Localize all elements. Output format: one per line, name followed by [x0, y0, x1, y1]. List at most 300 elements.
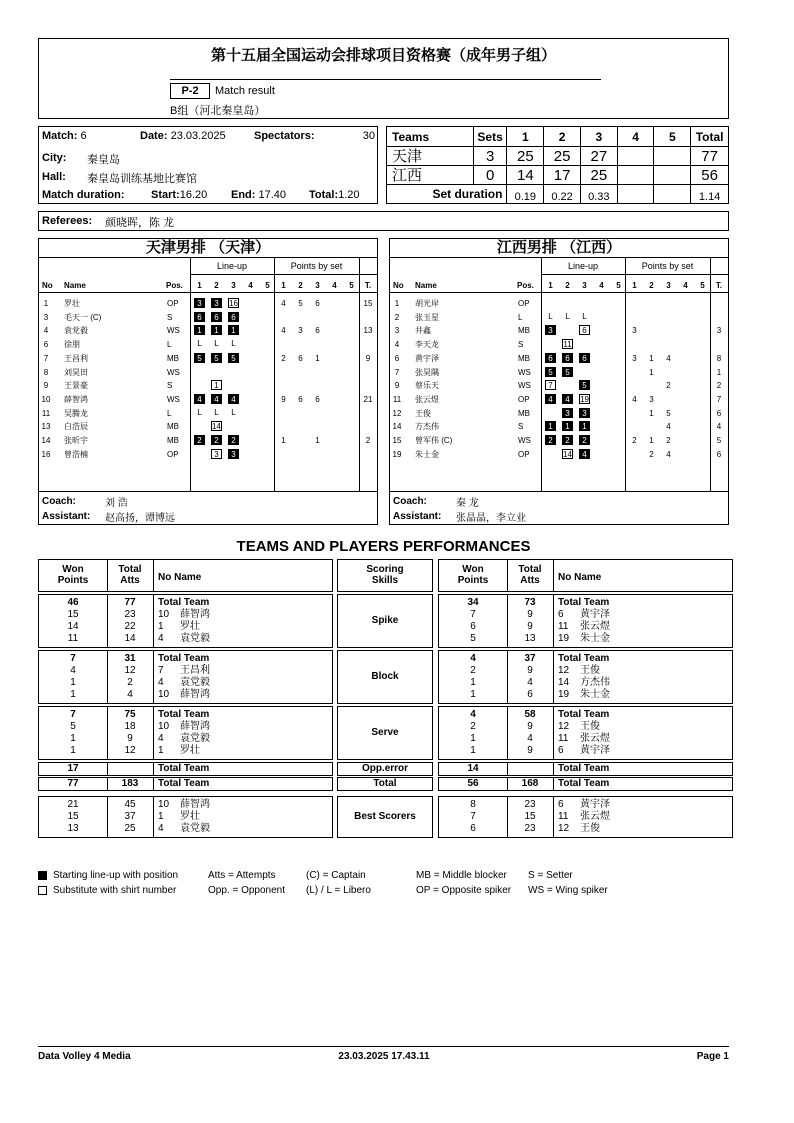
col-lineup-set: 4 [248, 281, 253, 290]
team-title: 天津男排 （天津） [145, 239, 271, 256]
set-duration-cell [617, 185, 654, 204]
player-number: 1 [158, 811, 164, 822]
col-divider [107, 762, 108, 776]
player-name: 王俊 [580, 721, 600, 732]
won-points: 6 [470, 823, 476, 834]
legend-item: OP = Opposite spiker [416, 885, 512, 896]
lineup-mark: 2 [228, 435, 239, 445]
won-points: 46 [67, 597, 79, 608]
score-header-cell: 2 [544, 127, 581, 147]
won-points: 1 [70, 677, 76, 688]
player-number: 2 [394, 312, 400, 322]
lineup-mark: 1 [228, 325, 239, 335]
header-divider [153, 559, 154, 592]
player-position: OP [167, 299, 179, 308]
player-number: 10 [158, 689, 170, 700]
skill-name: Block [371, 671, 399, 682]
set-points: 4 [281, 299, 286, 308]
assistant-label: Assistant: [42, 511, 91, 522]
assistant-names: 赵高扬，谭博远 [105, 513, 175, 524]
lineup-mark: 4 [579, 449, 590, 459]
set-points: 6 [298, 394, 303, 404]
lineup-mark: 11 [563, 340, 572, 350]
won-points: 4 [470, 709, 476, 720]
player-name: 王俊 [580, 665, 600, 676]
player-number: 7 [394, 367, 400, 377]
lineup-mark: 5 [194, 353, 205, 363]
col-divider [107, 594, 108, 648]
total-atts-header: Total Atts [518, 564, 542, 586]
player-position: WS [518, 436, 531, 445]
lineup-mark: 7 [545, 380, 556, 390]
player-number: 16 [41, 449, 51, 459]
lineup-mark: 1 [545, 421, 556, 431]
lineup-mark: 4 [562, 394, 573, 404]
col-divider [153, 594, 154, 648]
player-number: 1 [158, 745, 164, 756]
player-number: 4 [394, 340, 400, 350]
player-name: 蔡乐天 [415, 381, 439, 391]
player-name: 袁党毅 [180, 677, 210, 688]
set-points: 3 [632, 353, 637, 363]
score-cell-s1: 14 [507, 166, 544, 185]
lineup-mark: L [197, 407, 202, 417]
player-name: 薛智鸿 [180, 799, 210, 810]
set-points: 4 [666, 449, 671, 459]
score-cell-sets: 0 [473, 166, 507, 185]
player-name: 毛天一 (C) [64, 312, 102, 322]
player-number: 19 [558, 689, 570, 700]
col-points-set: 3 [315, 281, 320, 290]
total-atts: 45 [124, 799, 136, 810]
col-divider [153, 706, 154, 760]
lineup-mark: 2 [194, 435, 205, 445]
no-name-header: No Name [158, 572, 202, 583]
total-atts: 4 [527, 677, 533, 688]
player-row [39, 338, 377, 351]
player-name: 王俊 [415, 408, 431, 418]
won-points: 17 [67, 763, 79, 774]
player-position: WS [167, 394, 180, 404]
lineup-mark: 19 [580, 394, 589, 404]
player-row [39, 352, 377, 365]
won-points: 56 [467, 778, 479, 789]
player-number: 6 [394, 353, 400, 363]
col-lineup-set: 2 [214, 281, 219, 290]
won-points: 5 [70, 721, 76, 732]
won-points: 14 [67, 621, 79, 632]
points-header: Points by set [290, 261, 343, 271]
set-points: 3 [298, 326, 303, 336]
set-points: 5 [298, 299, 303, 308]
lineup-mark: 6 [562, 353, 573, 363]
score-cell-s5 [654, 166, 691, 185]
player-number: 10 [41, 394, 51, 404]
player-name: 张玉星 [415, 312, 439, 322]
set-points: 1 [649, 408, 654, 418]
lineup-mark: L [565, 311, 570, 321]
player-name: 朱士金 [580, 633, 610, 644]
player-number: 7 [43, 353, 49, 363]
player-number: 1 [394, 299, 400, 308]
player-number: 14 [392, 422, 402, 432]
score-header-cell: 4 [617, 127, 654, 147]
legend-item: Opp. = Opponent [208, 885, 286, 896]
lineup-mark: 3 [211, 298, 222, 308]
group-label: B组（河北秦皇岛） [170, 105, 266, 117]
col-points-set: 5 [349, 281, 354, 290]
lineup-mark: 2 [579, 435, 590, 445]
player-name: 袁党毅 [180, 633, 210, 644]
referees-box [38, 211, 729, 231]
lineup-mark: 5 [545, 367, 556, 377]
won-points: 11 [67, 633, 79, 644]
player-number: 12 [392, 408, 402, 418]
col-points-set: 4 [332, 281, 337, 290]
player-name: 张昕宇 [64, 436, 88, 445]
player-number: 1 [43, 299, 49, 308]
player-number: 4 [158, 677, 164, 688]
player-row [39, 407, 377, 420]
col-points-set: 5 [700, 281, 705, 290]
lineup-mark: 6 [545, 353, 556, 363]
city-value: 秦皇岛 [87, 154, 120, 166]
player-row [390, 311, 728, 324]
player-number: 19 [392, 449, 402, 459]
player-row [390, 366, 728, 379]
performance-title: TEAMS AND PLAYERS PERFORMANCES [236, 538, 531, 555]
player-name: 王景豪 [64, 381, 88, 391]
hall-label: Hall: [42, 171, 66, 183]
won-points: 2 [470, 665, 476, 676]
player-position: OP [518, 449, 530, 459]
score-cell-s4 [617, 166, 654, 185]
set-duration-row [387, 185, 729, 204]
player-name: 井鑫 [415, 326, 431, 336]
footer-timestamp: 23.03.2025 17.43.11 [338, 1051, 430, 1062]
won-points: 7 [70, 653, 76, 664]
total-atts: 18 [124, 721, 136, 732]
lineup-mark: L [197, 339, 202, 349]
total-atts: 58 [524, 709, 536, 720]
player-number: 11 [558, 733, 569, 744]
score-cell-s3: 25 [580, 166, 617, 185]
player-name: 张云煜 [580, 621, 610, 632]
lineup-mark: 6 [211, 312, 222, 322]
player-number: 7 [158, 665, 164, 676]
footer-line [38, 1046, 729, 1047]
set-points: 6 [315, 394, 320, 404]
lineup-mark: L [231, 339, 236, 349]
total-team-label: Total Team [558, 763, 610, 774]
lineup-mark: 2 [545, 435, 556, 445]
coach-divider [390, 491, 728, 492]
total-atts: 77 [124, 597, 136, 608]
lineup-mark: 5 [579, 380, 590, 390]
col-lineup-set: 1 [197, 281, 202, 290]
total-atts: 9 [527, 621, 533, 632]
player-total-points: 15 [363, 299, 373, 308]
player-position: OP [518, 299, 530, 308]
player-total-points: 13 [363, 326, 373, 336]
player-row [390, 420, 728, 433]
player-name: 徐朋 [64, 340, 80, 350]
lineup-mark: 5 [211, 353, 222, 363]
lineup-mark: 6 [579, 353, 590, 363]
total-team-label: Total Team [158, 653, 210, 664]
score-header-cell: Teams [387, 127, 474, 147]
legend-item: (L) / L = Libero [306, 885, 371, 896]
col-divider [107, 796, 108, 838]
player-number: 11 [558, 811, 569, 822]
total-label: Total:1.20 [309, 189, 360, 201]
lineup-mark: 1 [579, 421, 590, 431]
player-number: 1 [158, 621, 164, 632]
col-divider [553, 594, 554, 648]
total-atts: 31 [124, 653, 136, 664]
player-name: 王昌利 [180, 665, 210, 676]
set-points: 1 [649, 436, 654, 445]
player-number: 10 [158, 609, 170, 620]
set-points: 3 [649, 394, 654, 404]
total-atts: 9 [527, 609, 533, 620]
total-atts: 4 [127, 689, 133, 700]
set-points: 2 [281, 353, 286, 363]
lineup-mark: 5 [562, 367, 573, 377]
total-atts: 37 [124, 811, 136, 822]
col-divider [553, 762, 554, 776]
player-name: 黄宇泽 [415, 353, 439, 363]
player-position: S [167, 312, 173, 322]
player-name: 薛智鸿 [64, 394, 88, 404]
player-name: 李天龙 [415, 340, 439, 350]
opp_error-label: Opp.error [361, 763, 409, 774]
col-divider [107, 706, 108, 760]
header-divider [390, 292, 728, 293]
player-number: 12 [558, 665, 570, 676]
lineup-mark: L [214, 339, 219, 349]
player-position: MB [518, 326, 530, 336]
set-duration-cell: 0.33 [580, 185, 617, 204]
player-row [39, 311, 377, 324]
score-cell-s4 [617, 147, 654, 166]
player-number: 15 [392, 436, 402, 445]
won-points-header: Won Points [457, 564, 489, 586]
player-name: 曾浩楠 [64, 449, 88, 459]
lineup-mark: 3 [579, 408, 590, 418]
total-team-label: Total Team [558, 709, 610, 720]
total-atts: 168 [521, 778, 539, 789]
set-points: 6 [298, 353, 303, 363]
legend-item: Substitute with shirt number [53, 885, 177, 896]
player-name: 薛智鸿 [180, 689, 210, 700]
col-divider [507, 650, 508, 704]
score-cell-s3: 27 [580, 147, 617, 166]
assistant-names: 张晶晶，李立业 [456, 513, 526, 524]
total-label: Total [373, 778, 397, 789]
lineup-mark: 4 [194, 394, 205, 404]
lineup-mark: 3 [562, 408, 573, 418]
col-total: T. [715, 281, 723, 290]
assistant-label: Assistant: [393, 511, 442, 522]
player-position: OP [167, 449, 179, 459]
best-scorers-label: Best Scorers [354, 811, 416, 822]
legend-item: Atts = Attempts [208, 870, 276, 881]
lineup-mark: 16 [229, 299, 238, 308]
set-points: 4 [666, 353, 671, 363]
player-position: L [518, 312, 523, 322]
player-row [390, 448, 728, 461]
player-name: 罗壮 [180, 811, 200, 822]
col-lineup-set: 2 [565, 281, 570, 290]
lineup-mark: 6 [579, 325, 590, 335]
set-duration-cell [654, 185, 691, 204]
lineup-mark: L [214, 407, 219, 417]
col-divider [507, 796, 508, 838]
player-row [39, 297, 377, 310]
lineup-mark: 3 [194, 298, 205, 308]
player-number: 11 [41, 408, 51, 418]
total-atts: 4 [527, 733, 533, 744]
won-points: 7 [470, 609, 476, 620]
player-total-points: 3 [716, 326, 722, 336]
col-name: Name [415, 281, 437, 290]
won-points: 4 [70, 665, 76, 676]
starter-legend-icon [38, 871, 47, 880]
col-points-set: 3 [666, 281, 671, 290]
won-points: 1 [470, 689, 476, 700]
lineup-mark: 1 [562, 421, 573, 431]
lineup-mark: 1 [211, 325, 222, 335]
player-number: 6 [558, 609, 564, 620]
total-team-label: Total Team [158, 778, 210, 789]
total-atts: 9 [527, 721, 533, 732]
referees-names: 颜晓晖，陈 龙 [105, 217, 175, 229]
player-total-points: 2 [716, 381, 722, 391]
total-team-label: Total Team [158, 709, 210, 720]
col-lineup-set: 5 [616, 281, 621, 290]
total-atts: 6 [527, 689, 533, 700]
header-box [38, 38, 729, 119]
total-atts: 75 [124, 709, 136, 720]
player-position: OP [518, 394, 530, 404]
player-number: 4 [158, 733, 164, 744]
set-points: 6 [315, 326, 320, 336]
player-number: 14 [41, 436, 51, 445]
set-points: 4 [281, 326, 286, 336]
doc-name: Match result [215, 85, 275, 97]
total-atts: 9 [527, 665, 533, 676]
player-name: 胡光岸 [415, 299, 439, 308]
score-row [387, 166, 729, 185]
lineup-mark: 3 [211, 449, 222, 459]
end-label: End: 17.40 [231, 189, 287, 201]
title-divider [39, 257, 377, 258]
footer-left: Data Volley 4 Media [38, 1051, 131, 1062]
lineup-mark: 1 [211, 380, 222, 390]
set-points: 4 [666, 422, 671, 432]
duration-label: Match duration: [42, 189, 125, 201]
score-header-cell: Sets [473, 127, 507, 147]
player-number: 6 [43, 340, 49, 350]
subheader-divider [190, 274, 377, 275]
total-atts: 12 [124, 745, 136, 756]
col-points-set: 2 [298, 281, 303, 290]
col-pos: Pos. [517, 281, 534, 290]
player-row [39, 420, 377, 433]
won-points: 8 [470, 799, 476, 810]
player-name: 黄宇泽 [580, 799, 610, 810]
match-label: Match: 6 [42, 130, 87, 142]
col-divider [507, 706, 508, 760]
legend-item: (C) = Captain [306, 870, 366, 881]
player-row [39, 324, 377, 337]
start-label: Start:16.20 [151, 189, 208, 201]
header-divider [507, 559, 508, 592]
lineup-mark: 14 [563, 449, 572, 459]
col-divider [153, 777, 154, 791]
set-points: 5 [666, 408, 671, 418]
player-number: 3 [394, 326, 400, 336]
player-position: S [518, 422, 524, 432]
set-duration-cell: 0.22 [544, 185, 581, 204]
coach-divider [39, 491, 377, 492]
set-points: 3 [632, 326, 637, 336]
set-points: 1 [649, 367, 654, 377]
player-number: 11 [558, 621, 569, 632]
player-number: 6 [558, 799, 564, 810]
won-points-header: Won Points [57, 564, 89, 586]
total-atts: 14 [124, 633, 136, 644]
col-points-set: 1 [281, 281, 286, 290]
total-atts: 2 [127, 677, 133, 688]
lineup-mark: 4 [545, 394, 556, 404]
date-label: Date: 23.03.2025 [140, 130, 226, 142]
lineup-mark: 4 [228, 394, 239, 404]
lineup-mark: 6 [194, 312, 205, 322]
team-a-roster [38, 238, 378, 525]
player-name: 王俊 [580, 823, 600, 834]
score-cell-sets: 3 [473, 147, 507, 166]
player-number: 10 [158, 721, 170, 732]
points-header: Points by set [641, 261, 694, 271]
set-points: 6 [315, 299, 320, 308]
player-name: 方杰伟 [415, 422, 439, 432]
won-points: 1 [70, 745, 76, 756]
player-number: 14 [558, 677, 570, 688]
player-number: 9 [43, 381, 49, 391]
lineup-header: Line-up [567, 261, 599, 271]
set-points: 2 [632, 436, 637, 445]
legend-item: Starting line-up with position [53, 870, 179, 881]
score-cell-s2: 25 [544, 147, 581, 166]
col-points-set: 2 [649, 281, 654, 290]
player-row [39, 434, 377, 447]
player-total-points: 4 [716, 422, 722, 432]
player-position: L [167, 340, 172, 350]
player-row [390, 407, 728, 420]
player-number: 4 [43, 326, 49, 336]
lineup-mark: 3 [228, 449, 239, 459]
coach-label: Coach: [393, 496, 427, 507]
total-atts: 15 [524, 811, 536, 822]
set-points: 1 [315, 353, 320, 363]
player-number: 11 [392, 394, 402, 404]
lineup-mark: 14 [212, 422, 221, 432]
player-name: 张云煜 [580, 811, 610, 822]
player-total-points: 21 [363, 394, 373, 404]
header-divider [39, 292, 377, 293]
